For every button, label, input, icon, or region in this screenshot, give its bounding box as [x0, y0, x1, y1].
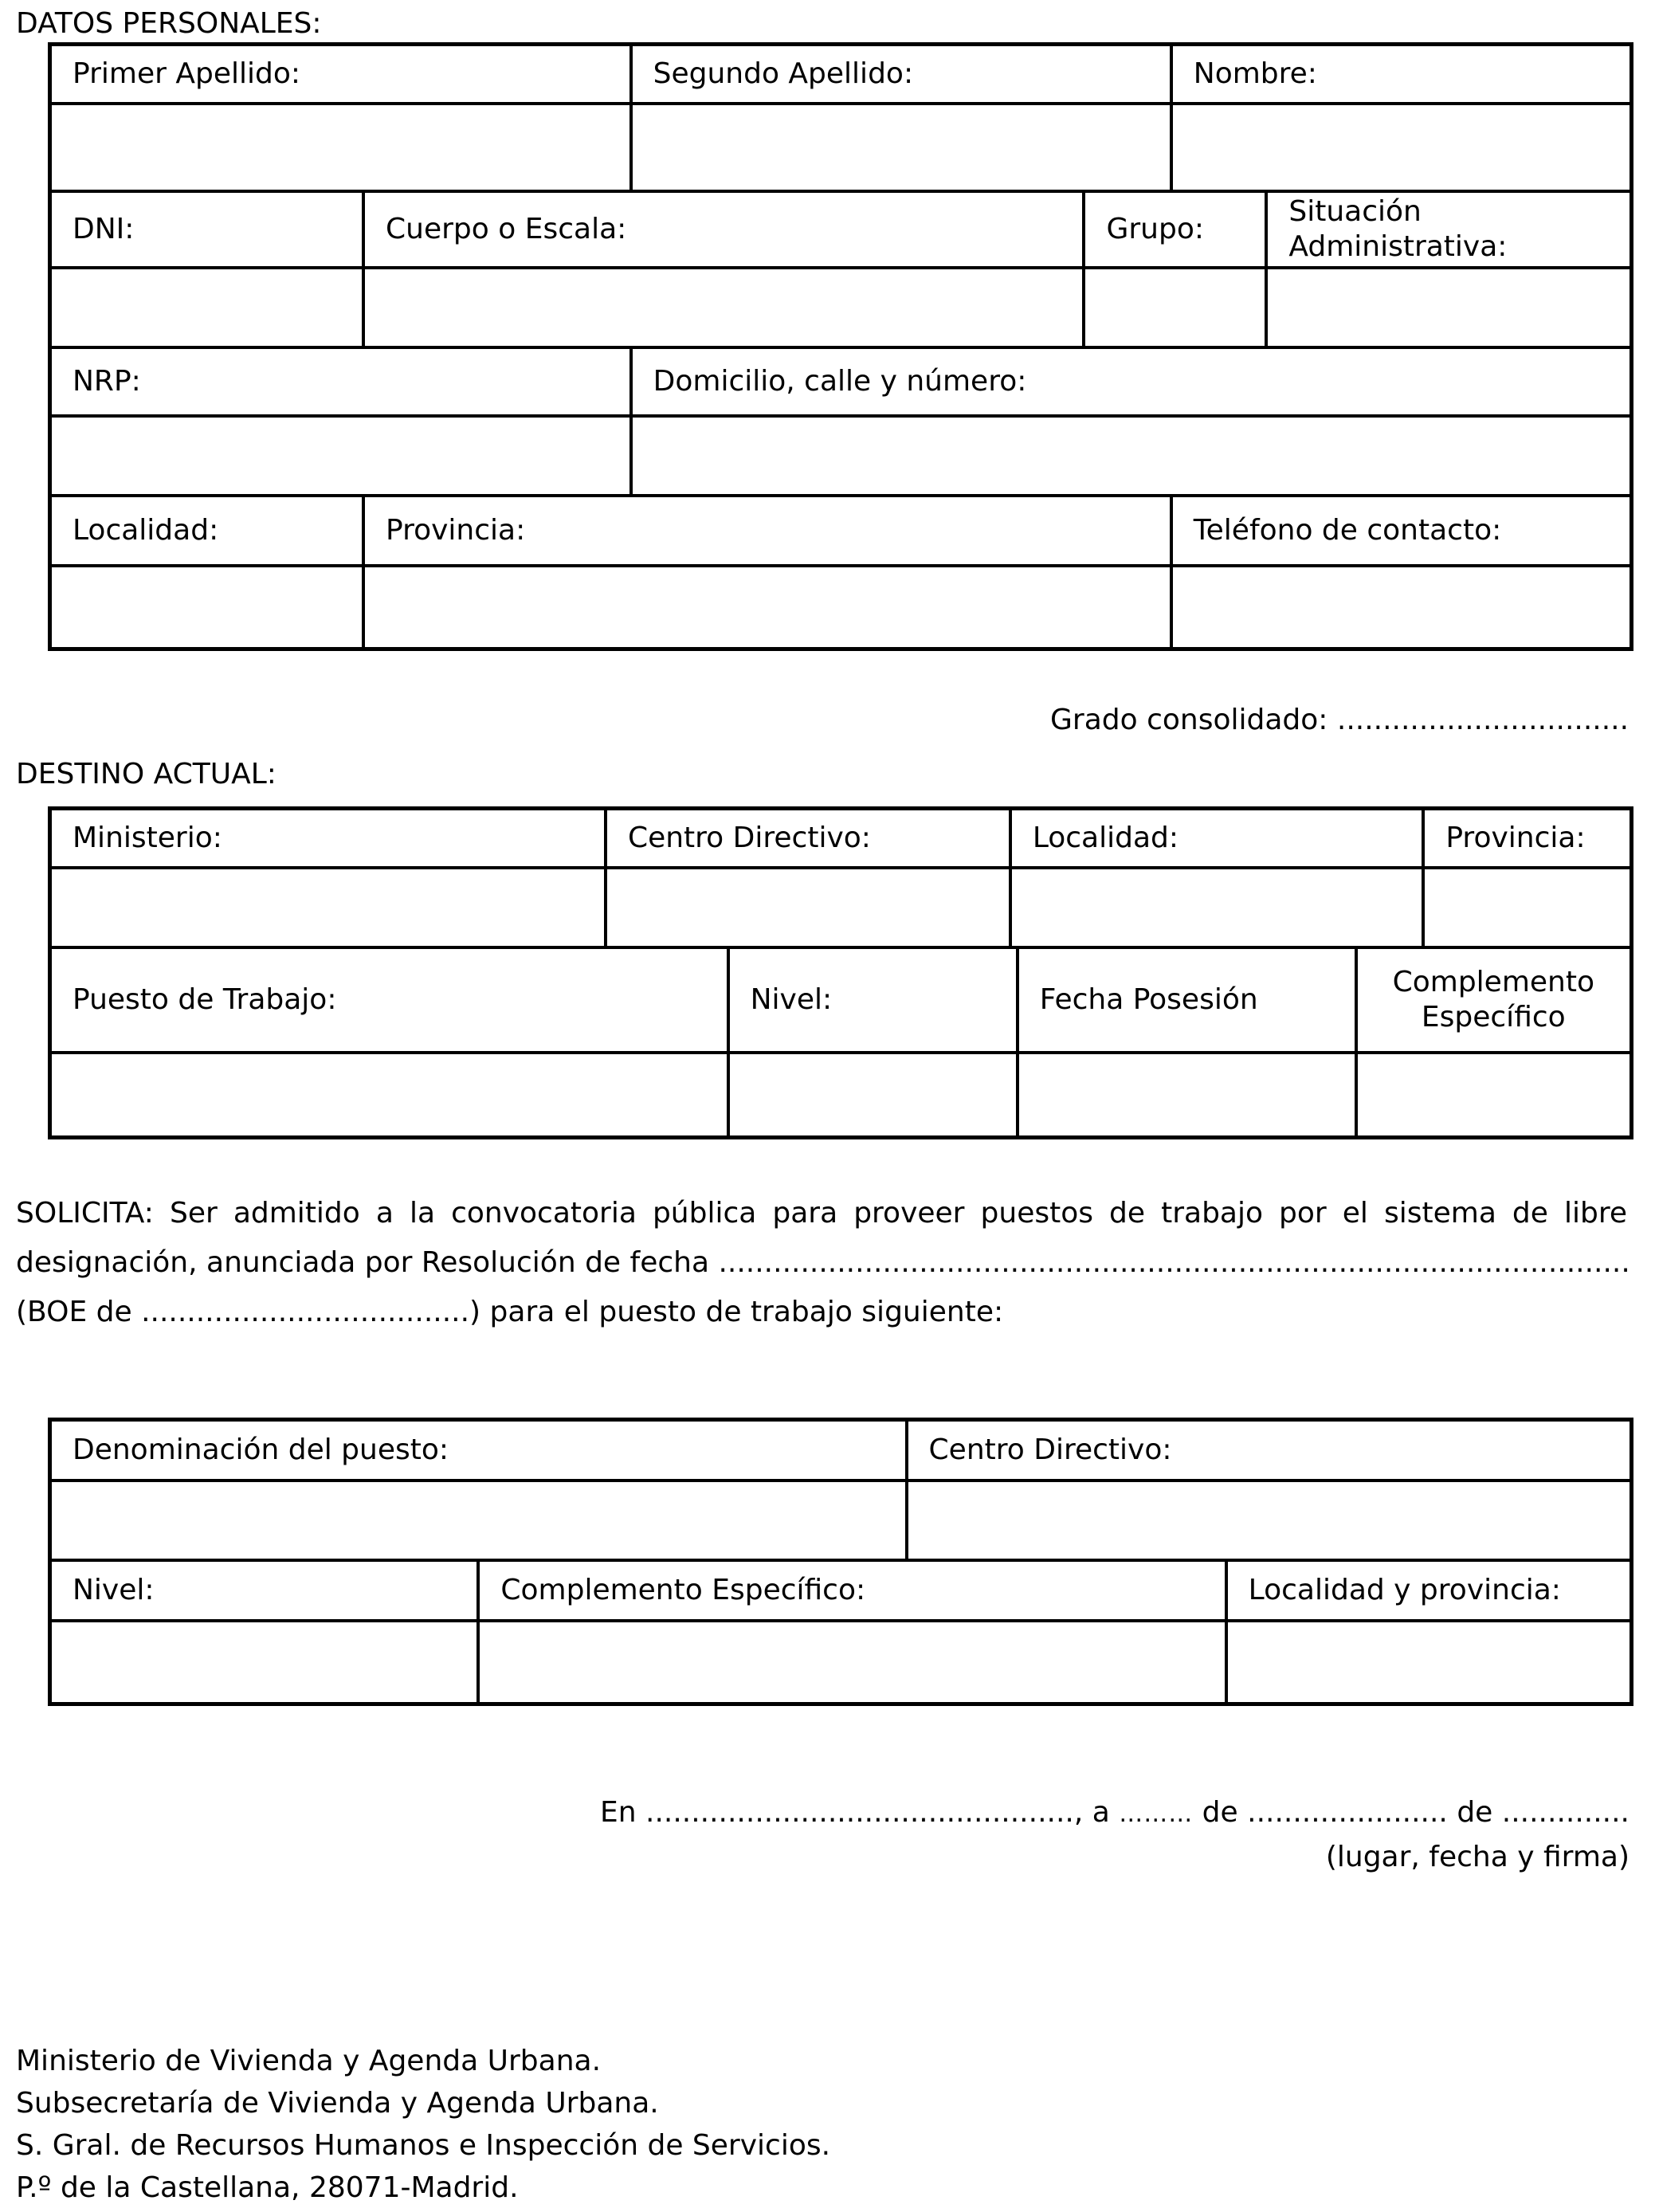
grupo-label: Grupo:	[1085, 193, 1268, 269]
centro-directivo-label: Centro Directivo:	[607, 810, 1012, 869]
segundo-apellido-input[interactable]	[633, 105, 1173, 193]
boe-fecha-blank[interactable]: ....................................	[141, 1296, 470, 1328]
a-text: , a	[1073, 1796, 1120, 1829]
primer-apellido-input[interactable]	[52, 105, 633, 193]
nivel-input[interactable]	[730, 1054, 1019, 1135]
nombre-input[interactable]	[1173, 105, 1630, 193]
footer-address-block	[16, 2040, 830, 2209]
solicita-paragraph	[16, 1189, 1630, 1337]
ministerio-label: Ministerio:	[52, 810, 607, 869]
puesto-complemento-especifico-input[interactable]	[480, 1622, 1227, 1702]
cuerpo-escala-label: Cuerpo o Escala:	[365, 193, 1085, 269]
row-puesto-nivel-fecha-complemento	[52, 949, 1630, 1135]
solicita-line3-text: ) para el puesto de trabajo siguiente:	[469, 1296, 1004, 1328]
dni-input[interactable]	[52, 269, 365, 349]
firma-block	[600, 1791, 1630, 1879]
grado-consolidado-label: Grado consolidado:	[1050, 704, 1328, 736]
telefono-label: Teléfono de contacto:	[1173, 497, 1630, 567]
solicita-line1: SOLICITA: Ser admitido a la convocatoria pública para proveer puestos de trabajo por el sistema de libre	[16, 1197, 1627, 1230]
solicita-line2-text: designación, anunciada por Resolución de fecha	[16, 1246, 710, 1279]
telefono-input[interactable]	[1173, 567, 1630, 647]
nombre-label: Nombre:	[1173, 46, 1630, 105]
situacion-administrativa-input[interactable]	[1268, 269, 1630, 349]
table-datos-personales	[48, 42, 1633, 651]
denominacion-puesto-input[interactable]	[52, 1482, 908, 1562]
nrp-label: NRP:	[52, 349, 633, 418]
row-apellidos-nombre	[52, 46, 1630, 193]
provincia-input[interactable]	[365, 567, 1173, 647]
de2-text: de	[1447, 1796, 1502, 1829]
puesto-complemento-especifico-label: Complemento Específico:	[480, 1562, 1227, 1622]
complemento-especifico-label: Complemento Específico	[1358, 949, 1630, 1054]
footer-secretaria-general: S. Gral. de Recursos Humanos e Inspección de Servicios.	[16, 2129, 831, 2162]
anio-blank[interactable]: ..............	[1501, 1796, 1630, 1829]
puesto-centro-directivo-input[interactable]	[908, 1482, 1630, 1562]
denominacion-puesto-label: Denominación del puesto:	[52, 1422, 908, 1482]
destino-provincia-input[interactable]	[1425, 869, 1630, 949]
fecha-posesion-input[interactable]	[1019, 1054, 1358, 1135]
ministerio-input[interactable]	[52, 869, 607, 949]
footer-ministerio: Ministerio de Vivienda y Agenda Urbana.	[16, 2045, 602, 2077]
localidad-label: Localidad:	[52, 497, 365, 567]
de1-text: de	[1193, 1796, 1248, 1829]
grupo-input[interactable]	[1085, 269, 1268, 349]
puesto-nivel-input[interactable]	[52, 1622, 480, 1702]
puesto-trabajo-input[interactable]	[52, 1054, 730, 1135]
en-text: En	[599, 1796, 645, 1829]
mes-blank[interactable]: ......................	[1247, 1796, 1448, 1829]
destino-localidad-input[interactable]	[1012, 869, 1426, 949]
complemento-especifico-input[interactable]	[1358, 1054, 1630, 1135]
localidad-provincia-label: Localidad y provincia:	[1228, 1562, 1630, 1622]
provincia-label: Provincia:	[365, 497, 1173, 567]
segundo-apellido-label: Segundo Apellido:	[633, 46, 1173, 105]
grado-consolidado-line	[1050, 703, 1629, 738]
fecha-posesion-label: Fecha Posesión	[1019, 949, 1358, 1054]
datos-personales-heading: DATOS PERSONALES:	[16, 7, 322, 40]
solicita-line2	[16, 1238, 1630, 1288]
row-localidad-provincia-telefono	[52, 497, 1630, 647]
firma-line	[600, 1791, 1630, 1836]
table-destino-actual	[48, 806, 1633, 1139]
solicita-line3	[16, 1288, 1627, 1337]
destino-actual-heading: DESTINO ACTUAL:	[16, 758, 276, 790]
primer-apellido-label: Primer Apellido:	[52, 46, 633, 105]
situacion-administrativa-label: Situación Administrativa:	[1268, 193, 1630, 269]
footer-direccion: P.º de la Castellana, 28071-Madrid.	[16, 2171, 519, 2204]
dia-blank[interactable]: ………	[1119, 1800, 1194, 1828]
centro-directivo-input[interactable]	[607, 869, 1012, 949]
localidad-provincia-input[interactable]	[1228, 1622, 1630, 1702]
domicilio-label: Domicilio, calle y número:	[633, 349, 1630, 418]
table-puesto-solicitado	[48, 1418, 1633, 1706]
dni-label: DNI:	[52, 193, 365, 269]
row-nrp-domicilio	[52, 349, 1630, 497]
row-ministerio-centro-localidad-provincia	[52, 810, 1630, 949]
puesto-centro-directivo-label: Centro Directivo:	[908, 1422, 1630, 1482]
row-nivel-complemento-localidad	[52, 1562, 1630, 1702]
nivel-label: Nivel:	[730, 949, 1019, 1054]
localidad-input[interactable]	[52, 567, 365, 647]
destino-provincia-label: Provincia:	[1425, 810, 1630, 869]
domicilio-input[interactable]	[633, 418, 1630, 497]
puesto-nivel-label: Nivel:	[52, 1562, 480, 1622]
boe-de-text: (BOE de	[16, 1296, 142, 1328]
lugar-blank[interactable]: ...............................................	[645, 1796, 1074, 1829]
nrp-input[interactable]	[52, 418, 633, 497]
row-denominacion-centro	[52, 1422, 1630, 1562]
puesto-trabajo-label: Puesto de Trabajo:	[52, 949, 730, 1054]
row-dni-cuerpo-grupo-situacion	[52, 193, 1630, 349]
resolucion-fecha-blank[interactable]: ....................................................................................................	[718, 1246, 1630, 1279]
cuerpo-escala-input[interactable]	[365, 269, 1085, 349]
grado-consolidado-blank[interactable]: ................................	[1336, 704, 1630, 736]
footer-subsecretaria: Subsecretaría de Vivienda y Agenda Urbana.	[16, 2087, 659, 2120]
destino-localidad-label: Localidad:	[1012, 810, 1426, 869]
lugar-fecha-firma-note: (lugar, fecha y firma)	[1325, 1841, 1630, 1873]
